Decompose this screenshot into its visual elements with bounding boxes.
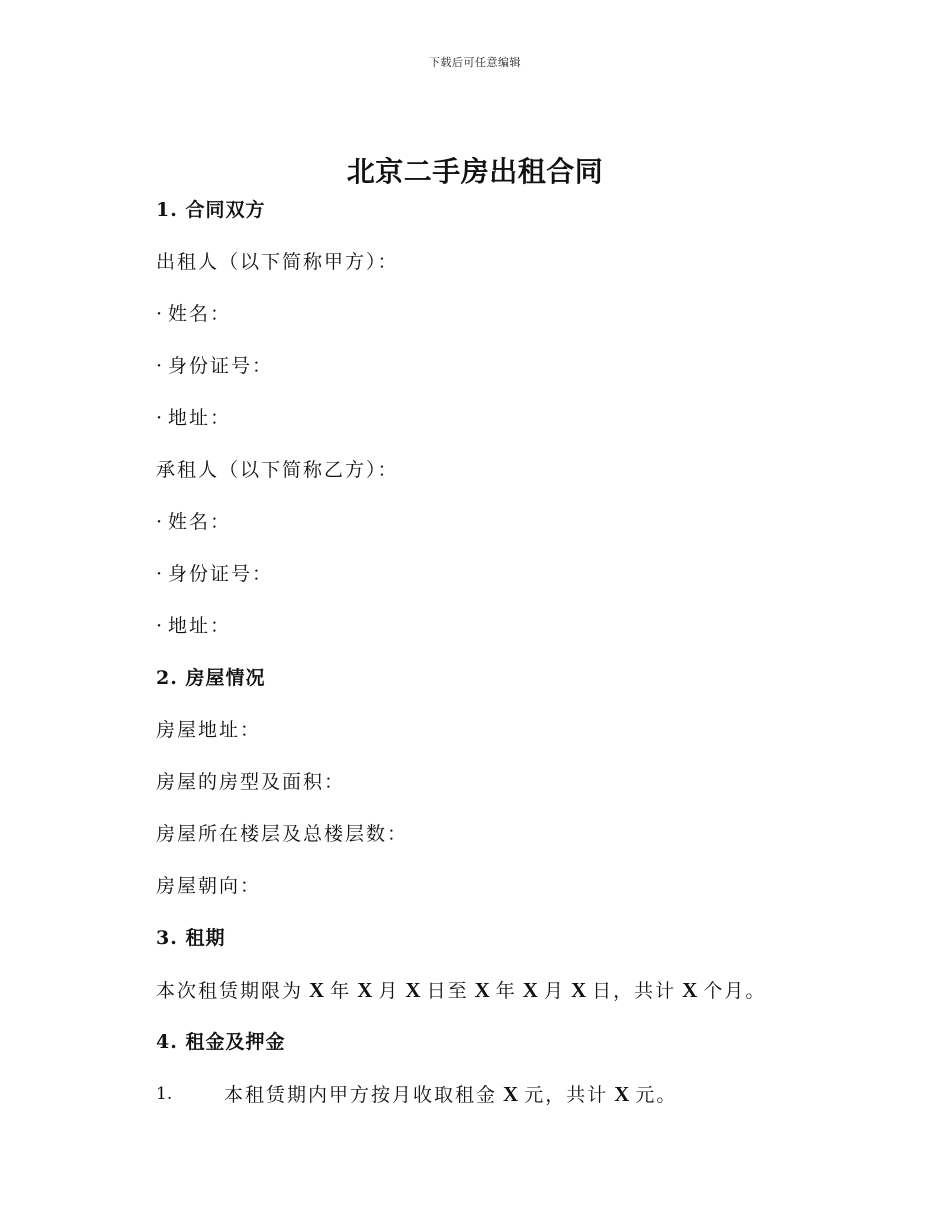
lessor-address-field: [156, 404, 816, 456]
bullet-icon: ·: [156, 563, 165, 585]
rent-text-part: 元，共计: [524, 1084, 609, 1106]
placeholder-x: X: [570, 978, 587, 1002]
lessor-label: 出租人（以下简称甲方）：: [156, 251, 399, 273]
list-number: 1.: [156, 1084, 173, 1104]
lessor-name-label: 姓名：: [168, 303, 232, 325]
placeholder-x: X: [522, 978, 538, 1002]
bullet-icon: ·: [156, 407, 165, 429]
lessee-address-label: 地址：: [168, 615, 232, 637]
bullet-icon: ·: [156, 355, 165, 377]
rent-text-part: 本租赁期内甲方按月收取租金: [224, 1084, 498, 1106]
property-address-field: 房屋地址：: [156, 719, 262, 741]
lessor-address-label: 地址：: [168, 407, 232, 429]
document-body: [156, 196, 816, 1132]
placeholder-x: X: [357, 978, 373, 1002]
lessee-address-field: [156, 612, 816, 664]
term-text-part: 日，共计: [592, 980, 677, 1002]
header-note: 下载后可任意编辑: [429, 56, 521, 69]
lessee-id-label: 身份证号：: [168, 563, 274, 585]
lessor-name-field: [156, 300, 816, 352]
section-heading-term: 3. 租期: [156, 927, 226, 949]
term-text-part: 个月。: [703, 980, 767, 1002]
lessor-id-field: [156, 352, 816, 404]
lessee-id-field: [156, 560, 816, 612]
lessor-id-label: 身份证号：: [168, 355, 274, 377]
lessee-label: 承租人（以下简称乙方）：: [156, 459, 399, 481]
property-orientation-field: 房屋朝向：: [156, 875, 262, 897]
document-title: 北京二手房出租合同: [346, 155, 604, 188]
rent-item-1: [156, 1080, 816, 1132]
placeholder-x: X: [682, 978, 698, 1002]
section-heading-rent-deposit: 4. 租金及押金: [156, 1031, 286, 1053]
placeholder-x: X: [309, 978, 325, 1002]
term-text-part: 月: [543, 980, 565, 1002]
section-heading-property: 2. 房屋情况: [156, 667, 266, 689]
placeholder-x: X: [614, 1082, 630, 1106]
property-type-area-field: 房屋的房型及面积：: [156, 771, 346, 793]
bullet-icon: ·: [156, 615, 165, 637]
term-text-part: 年: [330, 980, 352, 1002]
term-text-part: 本次租赁期限为: [156, 980, 304, 1002]
lessee-name-field: [156, 508, 816, 560]
term-text-part: 年: [495, 980, 517, 1002]
lease-term-text: [156, 976, 816, 1028]
rent-text-part: 元。: [635, 1084, 678, 1106]
bullet-icon: ·: [156, 303, 165, 325]
lessee-name-label: 姓名：: [168, 511, 232, 533]
placeholder-x: X: [474, 978, 490, 1002]
term-text-part: 月: [378, 980, 400, 1002]
property-floor-field: 房屋所在楼层及总楼层数：: [156, 823, 409, 845]
placeholder-x: X: [503, 1082, 519, 1106]
section-heading-parties: 1. 合同双方: [156, 199, 266, 221]
term-text-part: 日至: [426, 980, 469, 1002]
placeholder-x: X: [405, 978, 421, 1002]
bullet-icon: ·: [156, 511, 165, 533]
rent-item-1-text: [224, 1080, 677, 1132]
